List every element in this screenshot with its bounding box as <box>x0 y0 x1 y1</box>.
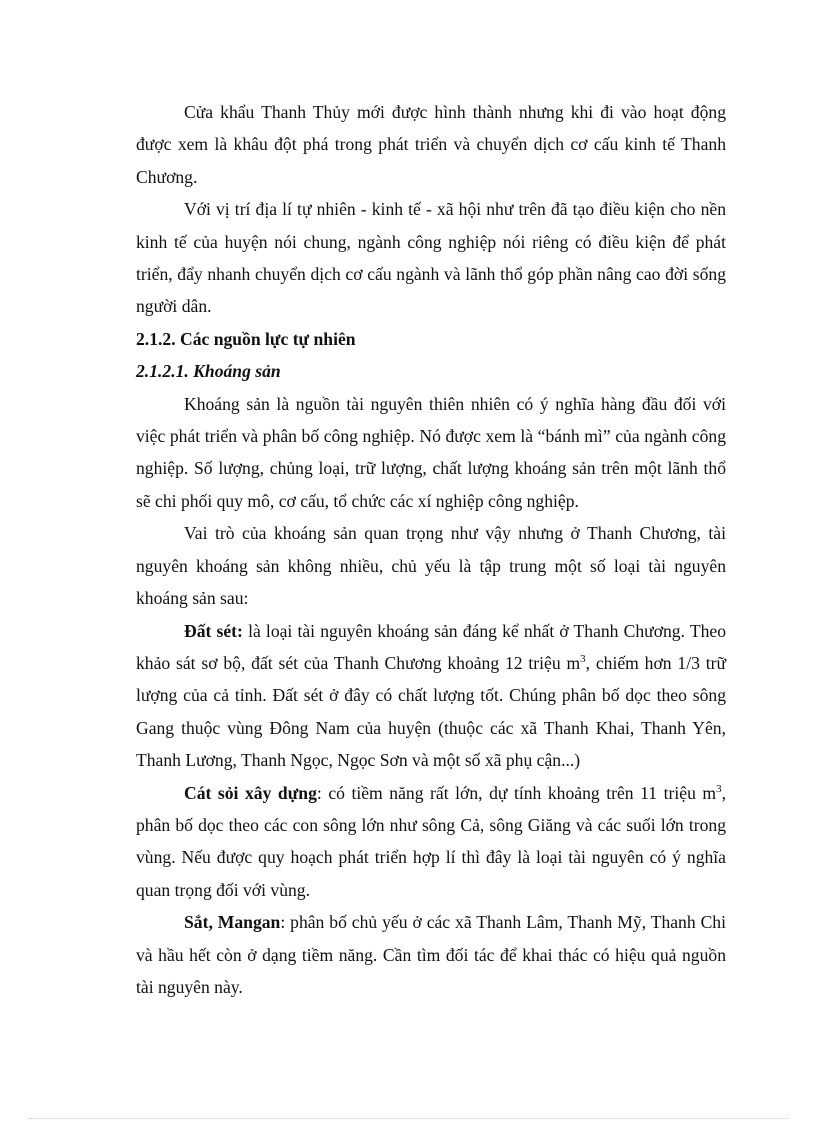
paragraph-location-conditions: Với vị trí địa lí tự nhiên - kinh tế - xã hội như trên đã tạo điều kiện cho nền kinh tế của huyện nói chung, ngành công nghiệp nói riêng có điều kiện để phát triển, đẩy nhanh chuyển dịch cơ cấu ngành và lãnh thổ góp phần nâng cao đời sống người dân. <box>136 199 726 317</box>
term-clay: Đất sét: <box>184 620 243 641</box>
term-iron-manganese: Sắt, Mangan <box>184 912 281 933</box>
clay-text-a: là loại tài nguyên khoáng sản đáng kể nhất ở Thanh Chương. Theo khảo sát sơ bộ, đất sét của Thanh Chương khoảng 12 triệu m <box>136 620 726 673</box>
subsection-heading-minerals: 2.1.2.1. Khoáng sản <box>136 361 281 382</box>
sand-text-b: , phân bố dọc theo các con sông lớn như sông Cả, sông Giăng và các suối lớn trong vùng. Nếu được quy hoạch phát triển hợp lí thì đây là loại tài nguyên có ý nghĩa quan trọng đối với vùng. <box>136 782 727 900</box>
section-heading-natural-resources: 2.1.2. Các nguồn lực tự nhiên <box>136 328 356 349</box>
clay-text-b: , chiếm hơn 1/3 trữ lượng của cả tỉnh. Đất sét ở đây có chất lượng tốt. Chúng phân bố dọc theo sông Gang thuộc vùng Đông Nam của huyện (thuộc các xã Thanh Khai, Thanh Yên, Thanh Lương, Thanh Ngọc, Ngọc Sơn và một số xã phụ cận...) <box>136 652 726 771</box>
document-page <box>136 96 726 1003</box>
paragraph-mineral-role: Vai trò của khoáng sản quan trọng như vậy nhưng ở Thanh Chương, tài nguyên khoáng sản không nhiều, chủ yếu là tập trung một số loại tài nguyên khoáng sản sau: <box>136 523 726 609</box>
paragraph-iron-manganese <box>136 906 726 1003</box>
sand-text-a: : có tiềm năng rất lớn, dự tính khoảng trên 11 triệu m <box>316 782 717 803</box>
paragraph-sand-gravel <box>136 777 726 907</box>
paragraph-mineral-importance: Khoáng sản là nguồn tài nguyên thiên nhiên có ý nghĩa hàng đầu đối với việc phát triển và phân bố công nghiệp. Nó được xem là “bánh mì” của ngành công nghiệp. Số lượng, chủng loại, trữ lượng, chất lượng khoáng sản trên một lãnh thổ sẽ chi phối quy mô, cơ cấu, tổ chức các xí nghiệp công nghiệp. <box>136 393 726 511</box>
term-sand-gravel: Cát sỏi xây dựng <box>184 782 317 803</box>
paragraph-border-gate: Cửa khẩu Thanh Thủy mới được hình thành nhưng khi đi vào hoạt động được xem là khâu đột phá trong phát triển và chuyển dịch cơ cấu kinh tế Thanh Chương. <box>136 102 726 187</box>
clay-superscript: 3 <box>580 652 586 665</box>
iron-text: : phân bố chủ yếu ở các xã Thanh Lâm, Thanh Mỹ, Thanh Chi và hầu hết còn ở dạng tiềm năng. Cần tìm đối tác để khai thác có hiệu quả nguồn tài nguyên này. <box>136 912 726 997</box>
paragraph-clay <box>136 615 726 777</box>
sand-superscript: 3 <box>716 782 722 795</box>
page-bottom-divider <box>28 1118 788 1119</box>
